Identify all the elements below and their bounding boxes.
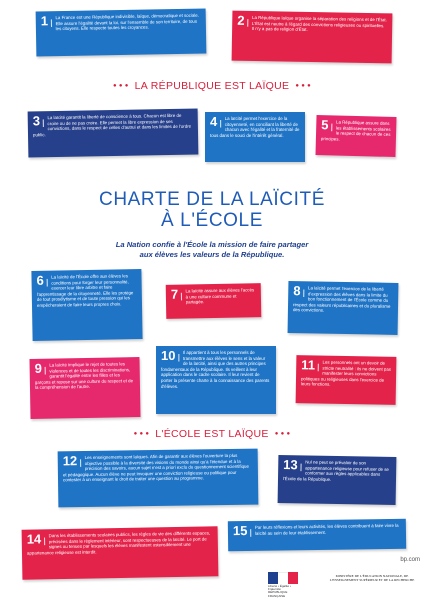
section-title-republique: ● ● ● LA RÉPUBLIQUE EST LAÏQUE ● ● ● xyxy=(112,80,312,92)
article-text: La laïcité permet l'exercice de la citoyenneté, en conciliant la liberté de chacun avec l'égalité et la fraternité de tous dans le souci de l'intérêt général. xyxy=(210,116,300,138)
article-number: 12 | xyxy=(63,455,82,469)
article-14 xyxy=(22,526,219,579)
article-number: 10 | xyxy=(161,350,180,364)
article-number: 13 | xyxy=(283,459,302,473)
article-9 xyxy=(29,357,140,419)
article-text: Nul ne peut se prévaloir de son appartenance religieuse pour refuser de se conformer aux règles applicables dans l'École de la République. xyxy=(282,459,389,482)
article-text: Dans les établissements scolaires publics, les règles de vie des différents espaces, précisées dans le règlement intérieur, sont respectueuses de la laïcité. Le port de signes ou tenues par lesquels les élèves manifestent ostensiblement une appartenance religieuse est interdit. xyxy=(26,530,211,556)
article-6 xyxy=(31,269,142,341)
article-text: Par leurs réflexions et leurs activités, les élèves contribuent à faire vivre la laïcité au sein de leur établissement. xyxy=(254,522,399,536)
section-label: L'ÉCOLE EST LAÏQUE xyxy=(155,428,269,440)
article-13 xyxy=(278,455,397,505)
article-number: 2 | xyxy=(237,15,249,29)
section-label: LA RÉPUBLIQUE EST LAÏQUE xyxy=(134,80,290,92)
article-number: 7 | xyxy=(171,289,183,303)
article-number: 5 | xyxy=(321,119,333,133)
article-7 xyxy=(166,283,262,319)
article-11 xyxy=(296,355,397,405)
article-text: La laïcité de l'École offre aux élèves les conditions pour forger leur personnalité, exercer leur libre arbitre et faire l'apprentissage de la citoyenneté. Elle les protège de tout prosélytisme et de toute pression qui les empêcheraient de faire leurs propres choix. xyxy=(36,273,134,308)
article-text: La laïcité assure aux élèves l'accès à une culture commune et partagée. xyxy=(185,287,255,305)
website-label: bp.com xyxy=(400,557,420,563)
article-number: 11 | xyxy=(301,359,319,373)
article-text: Il appartient à tous les personnels de transmettre aux élèves le sens et la valeur de la laïcité, ainsi que des autres principes fondamentaux de la République. Ils veillent à leur application dans le cadre scolaire. Il leur revient de porter la présente charte à la connaissance des parents d'élèves. xyxy=(161,350,270,389)
article-number: 3 | xyxy=(33,115,45,129)
article-12 xyxy=(58,449,259,508)
article-text: La République assure dans les établissements scolaires le respect de chacun de ces principes. xyxy=(320,119,391,142)
article-text: La France est une République indivisible, laïque, démocratique et sociale. Elle assure l'égalité devant la loi, sur l'ensemble de son territoire, de tous les citoyens. Elle respecte toutes les croyances. xyxy=(55,12,199,32)
article-number: 15 | xyxy=(233,525,252,539)
footer-logo xyxy=(268,572,418,598)
article-number: 9 | xyxy=(35,363,47,377)
article-3 xyxy=(28,109,199,158)
main-title-line2: À L'ÉCOLE xyxy=(161,210,263,231)
article-number: 6 | xyxy=(36,275,48,289)
article-text: Les enseignements sont laïques. Afin de garantir aux élèves l'ouverture la plus objective possible à la diversité des visions du monde ainsi qu'à l'étendue et à la précision des savoirs, aucun sujet n'est a priori exclu du questionnement scientifique et pédagogique. Aucun élève ne peut invoquer une conviction religieuse ou politique pour contester à un enseignant le droit de traiter une question au programme. xyxy=(62,452,249,483)
article-4 xyxy=(205,112,305,162)
article-text: La République laïque organise la séparation des religions et de l'État. L'État est neutre à l'égard des convictions religieuses ou spirituelles. Il n'y a pas de religion d'État. xyxy=(251,14,387,33)
article-number: 4 | xyxy=(210,116,222,130)
article-text: Les personnels ont un devoir de stricte neutralité : ils ne doivent pas manifester leurs convictions politiques ou religieuses dans l'exercice de leurs fonctions. xyxy=(300,359,392,388)
article-15 xyxy=(228,519,406,551)
article-1 xyxy=(36,9,207,57)
subtitle-line2: aux élèves les valeurs de la République. xyxy=(139,250,285,259)
article-text: La laïcité permet l'exercice de la liberté d'expression des élèves dans la limite du bon fonctionnement de l'École comme du respect des valeurs républicaines et du pluralisme des convictions. xyxy=(292,285,391,314)
article-5 xyxy=(315,115,396,157)
article-text: La laïcité implique le rejet de toutes les violences et de toutes les discriminations, garantit l'égalité entre les filles et les garçons et repose sur une culture du respect et de la compréhension de l'autre. xyxy=(34,361,134,391)
subtitle-line1: La Nation confie à l'École la mission de faire partager xyxy=(115,240,309,249)
article-text: La laïcité garantit la liberté de conscience à tous. Chacun est libre de croire ou de ne pas croire. Elle permet la libre expression de ses convictions, dans le respect de celles d'autrui et dans les limites de l'ordre public. xyxy=(32,112,192,138)
article-number: 8 | xyxy=(293,285,305,299)
article-2 xyxy=(232,11,393,64)
article-8 xyxy=(288,281,399,335)
marianne-logo-icon xyxy=(268,572,298,598)
article-number: 14 | xyxy=(27,533,46,547)
section-title-ecole: ● ● ● L'ÉCOLE EST LAÏQUE ● ● ● xyxy=(133,428,291,440)
main-title-line1: CHARTE DE LA LAÏCITÉ xyxy=(99,189,325,210)
article-number: 1 | xyxy=(41,15,53,29)
article-10 xyxy=(156,346,276,414)
ministry-name: MINISTÈRE DE L'ÉDUCATION NATIONALE, DE L'ENSEIGNEMENT SUPÉRIEUR ET DE LA RECHERCHE xyxy=(329,574,415,583)
marianne-text: Liberté • Égalité • Fraternité RÉPUBLIQUE FRANÇAISE xyxy=(268,584,291,598)
